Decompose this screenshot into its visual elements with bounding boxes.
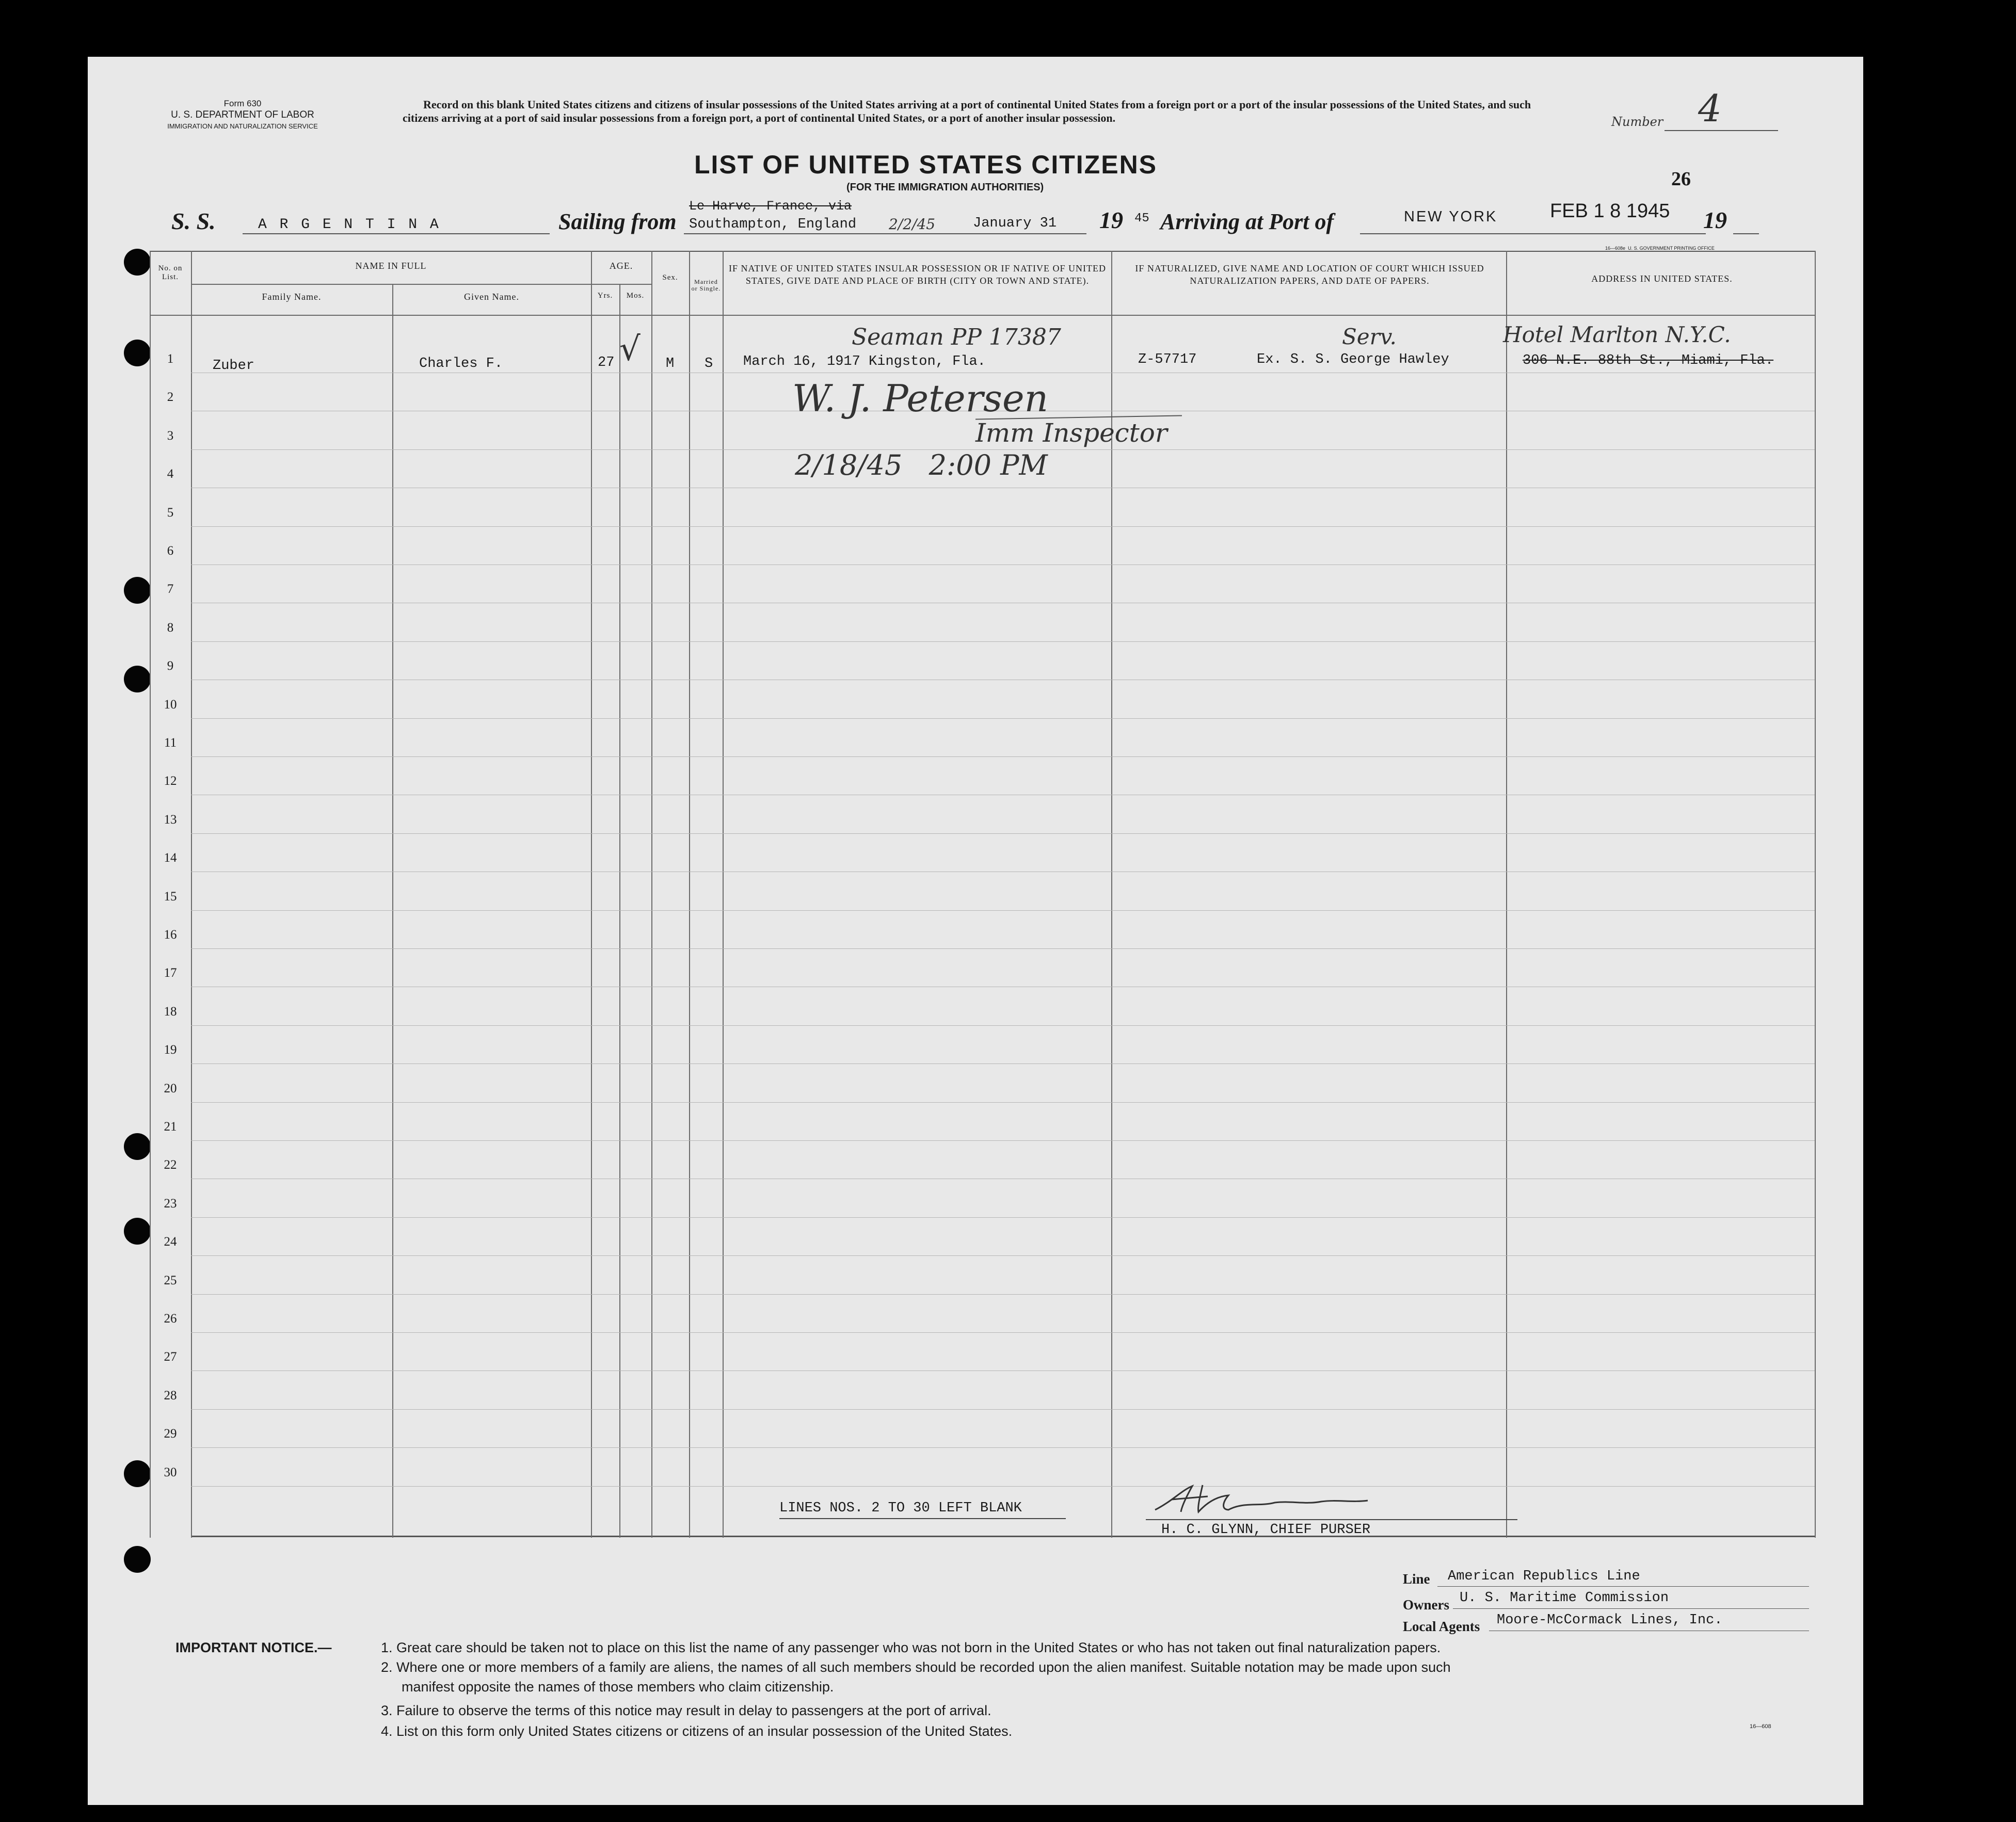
entry-age-years: 27: [598, 355, 615, 370]
row-number: 19: [164, 1043, 177, 1057]
purser-signature-line: [1146, 1519, 1517, 1520]
header-years: Yrs.: [597, 292, 613, 300]
sailing-underline: [684, 233, 1086, 234]
entry-marital-status: S: [705, 356, 713, 372]
inspector-date: 2/18/45 2:00 PM: [795, 449, 1048, 481]
binder-hole: [124, 577, 151, 604]
row-number: 7: [167, 582, 174, 596]
binder-hole: [124, 340, 151, 366]
row-rule: [191, 1217, 1815, 1218]
row-rule: [191, 1447, 1815, 1448]
header-married-single: Married or Single.: [691, 278, 721, 292]
header-name-in-full: NAME IN FULL: [355, 261, 427, 271]
name-header-rule: [191, 284, 591, 285]
row-number: 28: [164, 1389, 177, 1402]
notice-item-3: 3. Failure to observe the terms of this notice may result in delay to passengers at the port of arrival.: [381, 1703, 991, 1718]
row-number: 29: [164, 1427, 177, 1441]
row-number: 24: [164, 1235, 177, 1249]
instructions-text: Record on this blank United States citizens and citizens of insular possessions of the United States arriving at a port of continental United States from a foreign port or a port of the insular possessions of the United States, and such citizens arriving at a port of said insular possessions from a foreign port, a port of continental United States, or a port of another insular possession.: [403, 98, 1531, 124]
owners-underline: [1453, 1608, 1809, 1609]
row-number: 18: [164, 1005, 177, 1019]
ss-label: S. S.: [171, 208, 216, 234]
row-number: 15: [164, 890, 177, 904]
list-number: 4: [1698, 87, 1722, 130]
row-number: 12: [164, 774, 177, 788]
form-id-block: [145, 98, 341, 132]
lines-left-blank-underline: [779, 1518, 1066, 1519]
notice-heading: IMPORTANT NOTICE.—: [175, 1640, 332, 1655]
entry-family-name: Zuber: [213, 358, 255, 374]
entry-months-check: √: [619, 330, 641, 368]
table-top-border: [150, 251, 1816, 252]
row-rule: [191, 948, 1815, 949]
row-number: 2: [167, 390, 174, 404]
row-number: 9: [167, 659, 174, 673]
line-label: Line: [1403, 1571, 1430, 1587]
row-rule: [191, 833, 1815, 834]
column-divider: [723, 251, 724, 1538]
sailing-date: January 31: [973, 216, 1057, 231]
row-rule: [191, 1140, 1815, 1141]
header-family-name: Family Name.: [262, 292, 322, 302]
page-title: LIST OF UNITED STATES CITIZENS: [694, 150, 1158, 179]
column-divider: [1815, 251, 1816, 1538]
sailing-handwritten: 2/2/45: [889, 216, 936, 233]
row-rule: [191, 910, 1815, 911]
row-rule: [191, 526, 1815, 527]
arrival-underline: [1360, 233, 1706, 234]
entry-address-struck: 306 N.E. 88th St., Miami, Fla.: [1523, 353, 1774, 368]
binder-hole: [124, 1460, 151, 1487]
binder-hole: [124, 666, 151, 692]
row-rule: [191, 756, 1815, 757]
row-number: 4: [167, 467, 174, 481]
entry-address-handwritten: Hotel Marlton N.Y.C.: [1503, 322, 1731, 347]
binder-hole: [124, 1133, 151, 1160]
row-number: 3: [167, 429, 174, 443]
sailing-label: Sailing from: [558, 209, 677, 234]
entry-birth-handwritten: Seaman PP 17387: [852, 324, 1061, 350]
department-name: U. S. DEPARTMENT OF LABOR: [171, 109, 314, 120]
line-underline: [1437, 1586, 1809, 1587]
row-rule: [191, 718, 1815, 719]
column-divider: [619, 284, 620, 1538]
age-header-rule: [591, 284, 651, 285]
print-code-bottom: 16—608: [1750, 1723, 1771, 1730]
column-divider: [150, 251, 151, 1538]
notice-item-1: 1. Great care should be taken not to place on this list the name of any passenger who was not born in the United States or who has not taken out final naturalization papers.: [381, 1640, 1441, 1655]
row-rule: [191, 1332, 1815, 1333]
row-number: 6: [167, 544, 174, 558]
ship-name: A R G E N T I N A: [258, 217, 441, 233]
page-subtitle: (FOR THE IMMIGRATION AUTHORITIES): [846, 182, 1044, 193]
print-code-top: 16—608e U. S. GOVERNMENT PRINTING OFFICE: [1605, 246, 1715, 251]
header-months: Mos.: [626, 292, 645, 300]
ship-underline: [243, 233, 550, 234]
header-no-on-list: No. on List.: [158, 264, 183, 281]
row-rule: [191, 1294, 1815, 1295]
header-address: ADDRESS IN UNITED STATES.: [1591, 273, 1733, 284]
column-divider: [651, 251, 652, 1538]
row-number: 26: [164, 1312, 177, 1326]
row-number: 20: [164, 1082, 177, 1095]
row-number: 17: [164, 966, 177, 980]
header-sex: Sex.: [662, 273, 678, 282]
row-number: 22: [164, 1158, 177, 1172]
row-rule: [191, 1063, 1815, 1064]
arrival-year-prefix: 19: [1703, 207, 1727, 233]
row-number: 27: [164, 1350, 177, 1364]
row-number: 13: [164, 813, 177, 827]
entry-naturalized-text: Ex. S. S. George Hawley: [1257, 352, 1449, 367]
arrival-port: NEW YORK: [1404, 208, 1498, 225]
row-number: 10: [164, 698, 177, 712]
sailing-year-suffix: 45: [1134, 212, 1149, 225]
column-divider: [191, 251, 192, 1538]
line-value: American Republics Line: [1448, 1569, 1640, 1584]
inspector-signature: W. J. Petersen: [792, 377, 1048, 420]
row-rule: [191, 1486, 1815, 1487]
row-rule: [191, 1370, 1815, 1371]
row-rule: [191, 1255, 1815, 1256]
row-rule: [191, 641, 1815, 642]
column-divider: [689, 251, 690, 1538]
row-number: 14: [164, 851, 177, 865]
header-native: IF NATIVE OF UNITED STATES INSULAR POSSESSION OR IF NATIVE OF UNITED STATES, GIVE DATE AND PLACE OF BIRTH (CITY OR TOWN AND STATE).: [728, 263, 1107, 286]
row-number: 25: [164, 1273, 177, 1287]
sailing-struck: Le Harve, France, via: [689, 199, 852, 214]
binder-hole: [124, 1218, 151, 1245]
purser-name: H. C. GLYNN, CHIEF PURSER: [1161, 1522, 1371, 1538]
number-underline: [1665, 130, 1778, 131]
row-rule: [191, 1409, 1815, 1410]
row-rule: [191, 1102, 1815, 1103]
column-divider: [591, 251, 592, 1538]
entry-sex: M: [666, 356, 675, 372]
header-given-name: Given Name.: [464, 292, 519, 302]
owners-value: U. S. Maritime Commission: [1460, 1590, 1669, 1606]
inspector-title: Imm Inspector: [975, 418, 1167, 448]
row-number: 21: [164, 1120, 177, 1134]
sailing-port: Southampton, England: [689, 217, 857, 232]
row-number: 11: [164, 736, 177, 750]
number-label: Number: [1611, 115, 1663, 129]
row-number: 30: [164, 1465, 177, 1479]
arriving-label: Arriving at Port of: [1160, 209, 1334, 234]
row-number: 1: [167, 352, 174, 366]
row-number: 23: [164, 1197, 177, 1211]
header-age: AGE.: [609, 261, 633, 271]
arrival-year-underline: [1733, 233, 1759, 234]
lines-left-blank-note: LINES NOS. 2 TO 30 LEFT BLANK: [779, 1501, 1022, 1516]
notice-item-2-continued: manifest opposite the names of those members who claim citizenship.: [402, 1679, 834, 1695]
arrival-date-stamp: FEB 1 8 1945: [1550, 200, 1670, 222]
row-rule: [191, 1025, 1815, 1026]
row-number: 16: [164, 928, 177, 942]
column-divider: [1506, 251, 1507, 1538]
notice-item-4: 4. List on this form only United States citizens or citizens of an insular possession of the United States.: [381, 1723, 1013, 1739]
entry-given-name: Charles F.: [419, 356, 503, 372]
entry-naturalized-code: Z-57717: [1138, 352, 1197, 367]
header-naturalized: IF NATURALIZED, GIVE NAME AND LOCATION OF COURT WHICH ISSUED NATURALIZATION PAPERS, AND DATE OF PAPERS.: [1135, 263, 1484, 286]
table-bottom-border: [191, 1536, 1816, 1537]
agents-label: Local Agents: [1403, 1619, 1480, 1634]
binder-hole: [124, 249, 151, 276]
sailing-year-prefix: 19: [1099, 207, 1123, 233]
owners-label: Owners: [1403, 1597, 1449, 1613]
page-stamp-number: 26: [1671, 168, 1691, 190]
service-name: IMMIGRATION AND NATURALIZATION SERVICE: [167, 122, 318, 130]
binder-hole: [124, 1546, 151, 1573]
notice-item-2: 2. Where one or more members of a family are aliens, the names of all such members should be recorded upon the alien manifest. Suitable notation may be made upon such: [381, 1659, 1451, 1675]
header-bottom-rule: [150, 315, 1816, 316]
entry-birth: March 16, 1917 Kingston, Fla.: [743, 354, 986, 369]
row-number: 8: [167, 621, 174, 635]
column-divider: [392, 284, 393, 1538]
row-number: 5: [167, 506, 174, 520]
entry-naturalized-handwritten: Serv.: [1342, 324, 1397, 349]
purser-signature: [1151, 1481, 1373, 1517]
form-number: Form 630: [223, 99, 262, 108]
agents-value: Moore-McCormack Lines, Inc.: [1497, 1613, 1723, 1628]
